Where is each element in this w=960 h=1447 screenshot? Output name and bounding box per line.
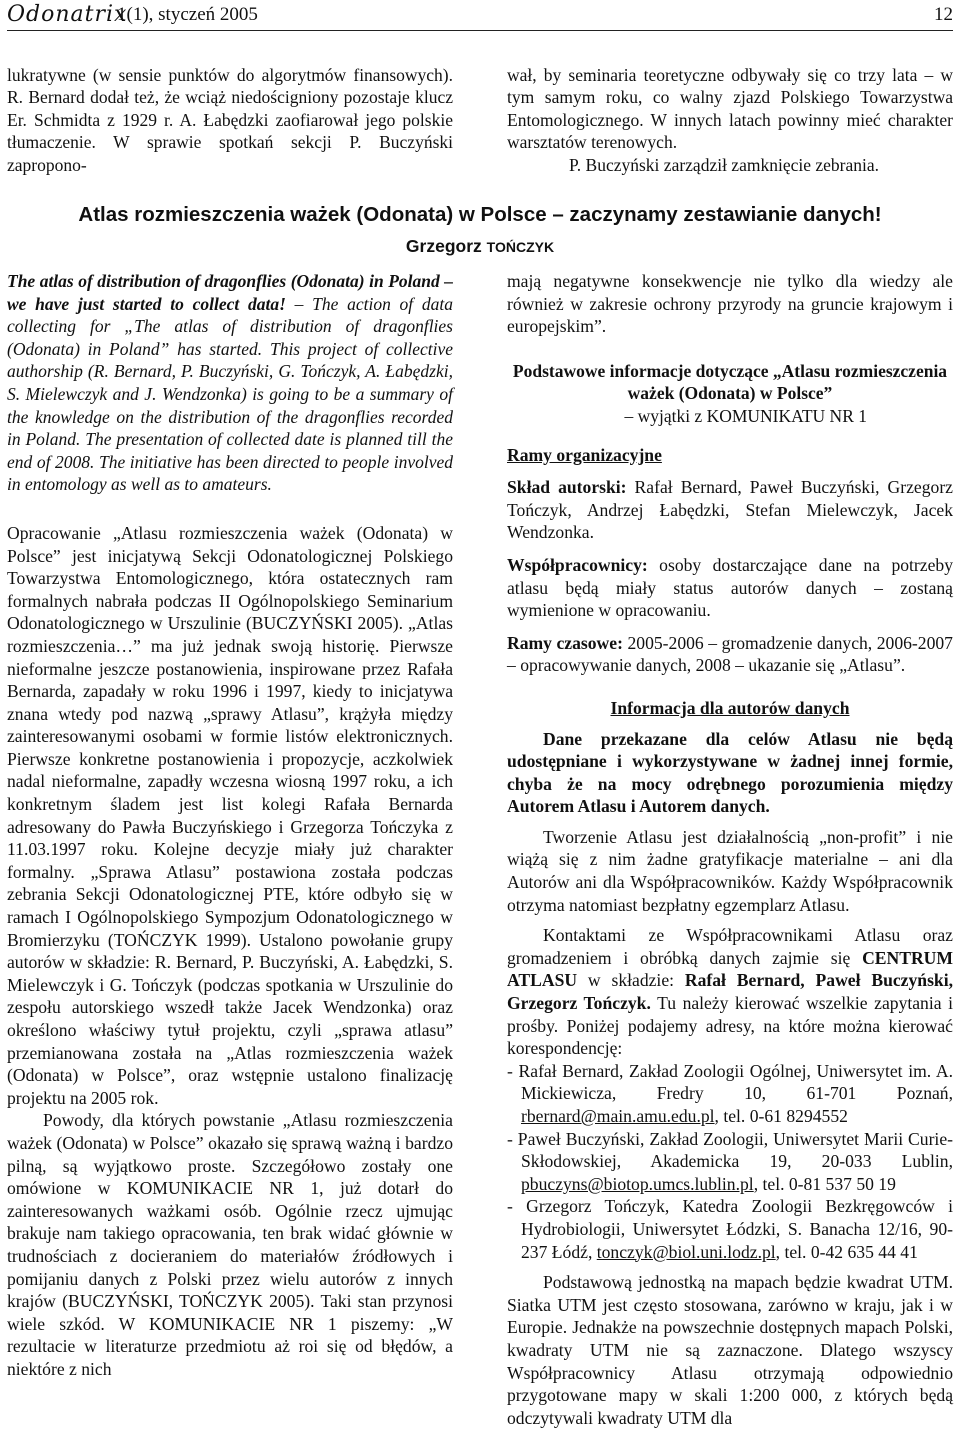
- contact-text: w składzie:: [577, 970, 685, 991]
- address-text: - Grzegorz Tończyk, Katedra Zoologii Bezkręgowców i Hydrobiologii, Uniwersytet Łódzki, S. Banacha 12/16, 90-237 Łódź,: [507, 1196, 953, 1262]
- contact-text: Kontaktami ze Współpracownikami Atlasu oraz gromadzeniem i obróbką danych zajmie się: [507, 925, 953, 968]
- section-heading-info: Informacja dla autorów danych: [610, 697, 850, 718]
- body-paragraph: Podstawową jednostką na mapach będzie kwadrat UTM. Siatka UTM jest często stosowana, zarówno w kraju, jak i w Europie. Jednakże na powszechnie dostępnych mapach Polski, kwadraty UTM nie są zaznaczone. Dlatego wszyscy Współpracownicy Atlasu otrzymają odpowiednio przygotowane mapy w skali 1:200 000, z których będą odczytywali kwadraty UTM dla: [507, 1272, 953, 1428]
- collaborators-text: osoby dostarczające dane na potrzeby atlasu będą miały status autorów danych – zostaną wymienione w opracowaniu.: [507, 554, 953, 621]
- address-phone: , tel. 0-61 8294552: [714, 1106, 848, 1126]
- address-text: - Rafał Bernard, Zakład Zoologii Ogólnej, Uniwersytet im. A. Mickiewicza, Fredry 10, 61-701 Poznań,: [507, 1060, 953, 1104]
- previous-article-text: lukratywne (w sensie punktów do algorytmów finansowych). R. Bernard dodał też, że wciąż niedościgniony pozostaje klucz Er. Schmidta z 1929 r. A. Łabędzki zaofiarował jego polskie tłumaczenie. W sprawie spotkań sekcji P. Buczyński zapropono-: [7, 65, 453, 175]
- contact-centre-name: CENTRUM ATLASU: [507, 947, 953, 991]
- info-box-subtitle: – wyjątki z KOMUNIKATU NR 1: [624, 405, 867, 426]
- timeframe-label: Ramy czasowe:: [507, 632, 623, 653]
- page-header: [7, 0, 953, 31]
- address-text: - Paweł Buczyński, Zakład Zoologii, Uniwersytet Marii Curie-Skłodowskiej, Akademicka 19, 20-033 Lublin,: [507, 1128, 953, 1172]
- info-box-title: Podstawowe informacje dotyczące „Atlasu rozmieszczenia ważek (Odonata) w Polsce”: [512, 360, 948, 404]
- address-item: [507, 1060, 953, 1128]
- article-title: Atlas rozmieszczenia ważek (Odonata) w Polsce – zaczynamy zestawianie danych!: [78, 203, 882, 226]
- contact-paragraph: [507, 924, 953, 1060]
- body-paragraph: mają negatywne konsekwencje nie tylko dla wiedzy ale również w zakresie ochrony przyrody na gruncie krajowym i europejskim”.: [507, 271, 953, 337]
- data-policy-paragraph: Dane przekazane dla celów Atlasu nie będą udostępniane i wykorzystywane w żadnej innej formie, chyba że na mocy odrębnego porozumienia między Autorem Atlasu i Autorem danych.: [507, 728, 953, 817]
- abstract-text: – The action of data collecting for „The atlas of distribution of dragonflies (Odonata) in Poland” has started. This project of collective authorship (R. Bernard, P. Buczyński, G. Tończyk, A. Łabędzki, S. Mielewczyk and J. Wendzonka) is going to be a summary of the knowledge on the distribution of the dragonflies recorded in Poland. The presentation of collected date is planned till the end of 2008. The initiative has been directed to people involved in entomology as well as to amateurs.: [7, 293, 453, 495]
- address-item: [507, 1195, 953, 1263]
- email-link[interactable]: tonczyk@biol.uni.lodz.pl: [596, 1241, 776, 1262]
- address-phone: , tel. 0-81 537 50 19: [753, 1173, 896, 1194]
- contact-text: Tu należy kierować wszelkie zapytania i prośby. Poniżej podajemy adresy, na które można kierować korespondencję:: [507, 993, 953, 1059]
- journal-name: Odonatrix: [7, 2, 128, 27]
- timeframe-text: 2005-2006 – gromadzenie danych, 2006-2007 – opracowywanie danych, 2008 – ukazanie się „Atlasu”.: [507, 632, 953, 676]
- address-phone: , tel. 0-42 635 44 41: [775, 1241, 918, 1262]
- article-right-column: [507, 270, 953, 1429]
- page-number: 12: [934, 4, 953, 25]
- authors-paragraph: [507, 476, 953, 544]
- email-link[interactable]: rbernard@main.amu.edu.pl: [521, 1106, 715, 1126]
- issue-info: 1(1), styczeń 2005: [117, 4, 258, 25]
- body-paragraph: Opracowanie „Atlasu rozmieszczenia ważek (Odonata) w Polsce” jest inicjatywą Sekcji Odonatologicznej Polskiego Towarzystwa Entomologicznego, która ostatecznych ram formalnych nabrała podczas II Ogólnopolskiego Seminarium Odonatologicznego w Urszulinie (BUCZYŃSKI 2005). „Atlas rozmieszczenia…” ma już jednak swoją historię. Pierwsze nieformalne jeszcze postanowienia, inspirowane przez Rafała Bernarda, zapadały w roku 1996 i 1997, kiedy to inicjatywa znana wtedy pod nazwą „sprawy Atlasu”, krążyła między zainteresowanymi osobami w formie listów elektronicznych. Pierwsze konkretne postanowienia i propozycje, aczkolwiek nadal nieformalne, zapadły wczesna wiosną 1997 roku, a ich konkretnym śladem jest list kolegi Rafała Bernarda adresowany do Pawła Buczyńskiego i Grzegorza Tończyka z 11.03.1997 roku. Kolejne decyzje miały już charakter formalny. „Sprawa Atlasu” postawiona została podczas zebrania Sekcji Odonatologicznej PTE, które odbyło się w ramach I Ogólnopolskiego Sympozjum Odonatologicznego w Bromierzyku (TOŃCZYK 1999). Ustalono powołanie grupy autorów w składzie: R. Bernard, P. Buczyński, A. Łabędzki, S. Mielewczyk i G. Tończyk (podczas spotkania w Urszulinie do zespołu autorskiego wszedł także Jacek Wendzonka) oraz określono właściwy tytuł projektu, czyli „sprawa atlasu” przemianowana została na „Atlas rozmieszczenia ważek (Odonata) w Polsce”, oraz wstępnie ustalono finalizację projektu na 2005 rok.: [7, 522, 453, 1108]
- authors-label: Skład autorski:: [507, 477, 627, 498]
- previous-article-closing: P. Buczyński zarządził zamknięcie zebrania.: [569, 154, 879, 175]
- article-author: [0, 236, 960, 257]
- body-paragraph: Tworzenie Atlasu jest działalnością „non-profit” i nie wiążą się z nim żadne gratyfikacje materialne – ani dla Autorów ani dla Współpracowników. Każdy Współpracownik otrzyma natomiast bezpłatny egzemplarz Atlasu.: [507, 826, 953, 915]
- body-paragraph: Powody, dla których powstanie „Atlasu rozmieszczenia ważek (Odonata) w Polsce” okazało się sprawą ważną i bardzo pilną, są wyjątkowo proste. Szczegółowo zostały one omówione w KOMUNIKACIE NR 1, już dotarł do zainteresowanych ważkami osób. Ogólnie rzecz ujmując brakuje nam takiego opracowania, ten brak widać głównie w trudnościach z docieraniem do materiałów źródłowych i pomijaniu danych z Polski przez wielu autorów z innych krajów (BUCZYŃSKI, TOŃCZYK 2005). Taki stan przynosi wiele szkód. W KOMUNIKACIE NR 1 piszemy: „W rezultacie w literaturze przedmiotu aż roi się od błędów, a niektóre z nich: [7, 1110, 453, 1379]
- abstract-title: The atlas of distribution of dragonflies (Odonata) in Poland – we have just started to collect data!: [7, 271, 453, 314]
- collaborators-label: Współpracownicy:: [507, 554, 648, 575]
- authors-text: Rafał Bernard, Paweł Buczyński, Grzegorz Tończyk, Andrzej Łabędzki, Stefan Mielewczyk, Jacek Wendzonka.: [507, 477, 953, 543]
- timeframe-paragraph: [507, 632, 953, 677]
- previous-article-right: [507, 64, 953, 176]
- previous-article-left: [7, 64, 453, 176]
- email-link[interactable]: pbuczyns@biotop.umcs.lublin.pl: [521, 1173, 754, 1194]
- contact-team-names: Rafał Bernard, Paweł Buczyński, Grzegorz Tończyk.: [507, 970, 953, 1014]
- english-abstract: [7, 270, 453, 496]
- collaborators-paragraph: [507, 554, 953, 622]
- author-first-name: Grzegorz: [405, 236, 482, 256]
- section-heading-ramy: Ramy organizacyjne: [507, 444, 662, 465]
- address-item: [507, 1128, 953, 1196]
- previous-article-text: wał, by seminaria teoretyczne odbywały się co trzy lata – w tym samym roku, co walny zjazd Polskiego Towarzystwa Entomologicznego. W innych latach powinny mieć charakter warsztatów terenowych.: [507, 65, 953, 153]
- article-left-column: [7, 270, 453, 1381]
- author-last-name: TOŃCZYK: [486, 239, 555, 255]
